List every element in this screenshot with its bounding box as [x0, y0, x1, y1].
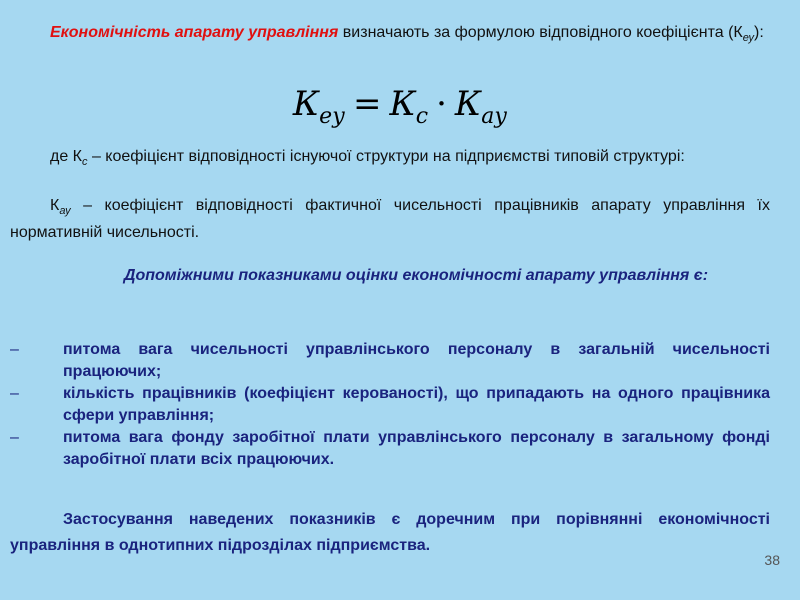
def1-pre: де К [50, 148, 82, 165]
list-item [10, 339, 770, 383]
conclusion-paragraph: Застосування наведених показників є доречним при порівнянні економічності управління в однотипних підрозділах підприємства. [10, 511, 770, 554]
formula-term1-sub: с [415, 104, 429, 129]
formula-term1: К [389, 84, 416, 124]
list-item-text: питома вага чисельності управлінського персоналу в загальній чисельності працюючих; [63, 341, 770, 380]
def2-sub: ау [59, 205, 71, 217]
def1-text: – коефіцієнт відповідності існуючої структури на підприємстві типовій структурі: [87, 148, 685, 165]
definition-1 [10, 146, 770, 173]
list-item-text: кількість працівників (коефіцієнт керованості), що припадають на одного працівника сфери управління; [63, 385, 770, 424]
formula-term2-sub: ау [481, 104, 508, 129]
list-dash: – [10, 385, 19, 402]
formula-equals: = [352, 84, 382, 124]
formula-lhs: К [292, 84, 320, 124]
page-number: 38 [764, 552, 780, 568]
list-dash: – [10, 341, 19, 358]
list-item-text: питома вага фонду заробітної плати управлінського персоналу в загальному фонді заробітної плати всіх працюючих. [63, 429, 770, 468]
formula-dot: · [436, 84, 447, 124]
formula-lhs-sub: еу [319, 104, 345, 129]
def2-pre: К [50, 197, 60, 214]
formula [0, 84, 800, 137]
def1-sub: с [82, 156, 88, 168]
def2-text: – коефіцієнт відповідності фактичної чисельності працівників апарату управління їх нормативній чисельності. [10, 197, 770, 241]
list-item [10, 383, 770, 427]
intro-sub: еу [742, 32, 755, 44]
indicator-list [10, 339, 770, 471]
list-dash: – [10, 429, 19, 446]
list-item [10, 427, 770, 471]
intro-end: ): [754, 24, 764, 41]
intro-highlight: Економічність апарату управління [50, 24, 339, 41]
auxiliary-heading: Допоміжними показниками оцінки економічності апарату управління є: [123, 267, 709, 284]
intro-paragraph [10, 22, 770, 49]
formula-term2: К [454, 84, 482, 124]
intro-text: визначають за формулою відповідного коефіцієнта (К [338, 24, 743, 41]
definition-2 [10, 195, 770, 244]
